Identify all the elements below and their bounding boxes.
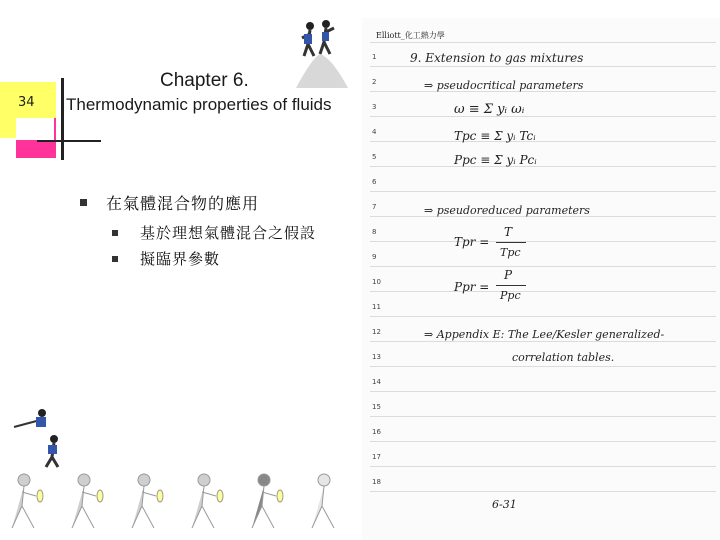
line-number: 1 xyxy=(372,53,377,61)
notebook-rule xyxy=(370,66,716,67)
sub-bullet-marker xyxy=(112,230,118,236)
slide-number: 34 xyxy=(18,95,35,110)
line-number: 15 xyxy=(372,403,381,411)
notebook-rule xyxy=(370,391,716,392)
notebook-rule xyxy=(370,366,716,367)
notebook-line: ⇒ pseudocritical parameters xyxy=(424,79,584,92)
line-number: 4 xyxy=(372,128,377,136)
line-number: 11 xyxy=(372,303,381,311)
decor-vertical-line xyxy=(61,78,64,160)
notebook-rule xyxy=(370,266,716,267)
notebook-rule xyxy=(370,191,716,192)
runners-decoration xyxy=(0,470,360,536)
notebook-page xyxy=(362,18,720,540)
line-number: 10 xyxy=(372,278,381,286)
notebook-rule xyxy=(370,166,716,167)
notebook-rule xyxy=(370,241,716,242)
decor-white-block xyxy=(16,118,54,140)
line-number: 18 xyxy=(372,478,381,486)
equation-ppr-numerator: P xyxy=(504,268,513,282)
notebook-rule xyxy=(370,341,716,342)
bullet-marker xyxy=(80,199,87,206)
equation-tpc: Tpc ≡ Σ yᵢ Tcᵢ xyxy=(454,129,536,143)
climber-figure-icon xyxy=(8,405,68,475)
climber-figure-icon xyxy=(292,18,352,90)
line-number: 14 xyxy=(372,378,381,386)
notebook-rule xyxy=(370,316,716,317)
bullet-text: 在氣體混合物的應用 xyxy=(106,194,260,213)
equation-tpr-label: Tpr = xyxy=(454,235,490,249)
line-number: 2 xyxy=(372,78,377,86)
notebook-rule xyxy=(370,291,716,292)
notebook-rule xyxy=(370,441,716,442)
sub-bullet-text: 基於理想氣體混合之假設 xyxy=(140,224,317,242)
line-number: 9 xyxy=(372,253,377,261)
notebook-line: ⇒ pseudoreduced parameters xyxy=(424,204,590,217)
notebook-rule xyxy=(370,416,716,417)
notebook-heading: 9. Extension to gas mixtures xyxy=(410,51,584,65)
line-number: 13 xyxy=(372,353,381,361)
notebook-header: Elliott_化工熱力學 xyxy=(376,31,445,40)
notebook-line: correlation tables. xyxy=(512,351,615,364)
notebook-line: ⇒ Appendix E: The Lee/Kesler generalized- xyxy=(424,328,665,341)
equation-ppc: Ppc ≡ Σ yᵢ Pcᵢ xyxy=(454,153,537,167)
line-number: 3 xyxy=(372,103,377,111)
sub-bullet-marker xyxy=(112,256,118,262)
equation-tpr-numerator: T xyxy=(504,225,513,239)
line-number: 12 xyxy=(372,328,381,336)
line-number: 7 xyxy=(372,203,377,211)
notebook-rule xyxy=(370,42,716,43)
equation-omega: ω ≡ Σ yᵢ ωᵢ xyxy=(454,102,525,117)
notebook-rule xyxy=(370,141,716,142)
page-reference: 6-31 xyxy=(492,498,517,511)
equation-ppr-label: Ppr = xyxy=(454,280,490,294)
notebook-rule xyxy=(370,116,716,117)
line-number: 17 xyxy=(372,453,381,461)
slide-title-line2: Thermodynamic properties of fluids xyxy=(66,95,332,114)
sub-bullet-text: 擬臨界參數 xyxy=(140,250,221,268)
notebook-rule xyxy=(370,491,716,492)
fraction-bar xyxy=(496,285,526,286)
slide-title-line1: Chapter 6. xyxy=(160,70,249,91)
line-number: 6 xyxy=(372,178,377,186)
line-number: 16 xyxy=(372,428,381,436)
fraction-bar xyxy=(496,242,526,243)
line-number: 5 xyxy=(372,153,377,161)
line-number: 8 xyxy=(372,228,377,236)
notebook-rule xyxy=(370,466,716,467)
decor-horizontal-line xyxy=(37,140,101,142)
equation-tpr-denominator: Tpc xyxy=(500,246,521,259)
equation-ppr-denominator: Ppc xyxy=(500,289,521,302)
